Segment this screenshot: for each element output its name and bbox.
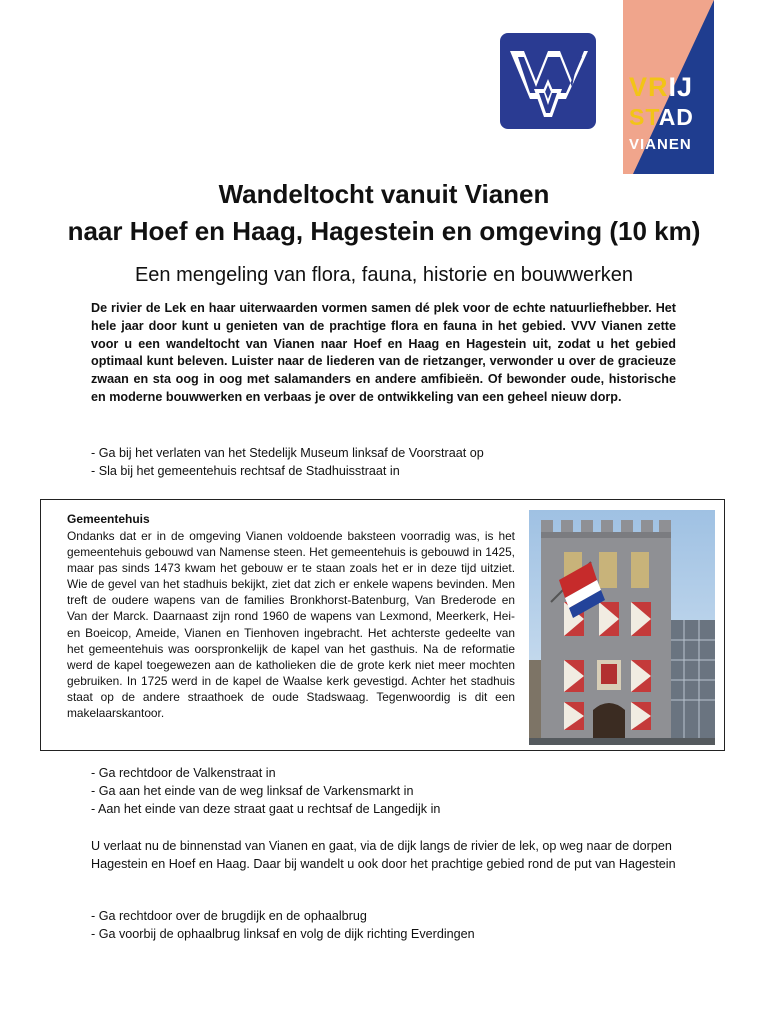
- infobox-heading: Gemeentehuis: [67, 512, 150, 526]
- vrijstad-vianen-logo: [623, 0, 714, 174]
- town-hall-illustration: [529, 510, 715, 745]
- route-step: - Ga voorbij de ophaalbrug linksaf en volg de dijk richting Everdingen: [91, 926, 475, 941]
- route-step: - Aan het einde van deze straat gaat u rechtsaf de Langedijk in: [91, 801, 441, 816]
- page-title-line-2: naar Hoef en Haag, Hagestein en omgeving (10 km): [67, 216, 701, 246]
- vvv-logo-icon: [500, 33, 596, 129]
- vvv-logo: [500, 33, 596, 129]
- route-step: - Ga bij het verlaten van het Stedelijk Museum linksaf de Voorstraat op: [91, 446, 484, 460]
- route-paragraph: U verlaat nu de binnenstad van Vianen en gaat, via de dijk langs de rivier de lek, op weg naar de dorpen Hagestein en Hoef en Haag. Daar bij wandelt u ook door het prachtige gebied rond de put van Hagestein: [91, 839, 676, 871]
- route-step: - Ga rechtdoor over de brugdijk en de ophaalbrug: [91, 909, 367, 923]
- vrijstad-line-3: VIANEN: [629, 136, 692, 153]
- vrijstad-line-1: VRIJ: [629, 72, 694, 102]
- gemeentehuis-photo: [529, 510, 715, 745]
- route-step: - Ga aan het einde van de weg linksaf de Varkensmarkt in: [91, 783, 414, 798]
- intro-paragraph: De rivier de Lek en haar uiterwaarden vormen samen dé plek voor de echte natuurliefhebber. Het hele jaar door kunt u genieten van de prachtige flora en fauna in het gebied. VVV Vianen zette voor u een wandeltocht van Vianen naar Hoef en Haag en Hagestein uit, zodat u het gebied optimaal kunt beleven. Luister naar de liederen van de rietzanger, verwonder u over de gracieuze zwaan en sta oog in oog met salamanders en andere amfibieën. Of bewonder oude, historische en moderne bouwwerken en verbaas je over de ontwikkeling van een geheel nieuw dorp.: [91, 301, 676, 404]
- page-title-line-1: Wandeltocht vanuit Vianen: [218, 179, 550, 209]
- route-step: - Sla bij het gemeentehuis rechtsaf de Stadhuisstraat in: [91, 463, 400, 478]
- page-subtitle: Een mengeling van flora, fauna, historie en bouwwerken: [134, 264, 634, 286]
- gemeentehuis-infobox: [40, 499, 725, 751]
- route-step: - Ga rechtdoor de Valkenstraat in: [91, 766, 276, 780]
- infobox-text: Ondanks dat er in de omgeving Vianen voldoende baksteen voorradig was, is het gemeentehuis gebouwd van Namense steen. Het gemeentehuis is gebouwd in 1425, maar pas sinds 1473 kwam het gebouw er te staan zoals het er in deze tijd uitziet. Wie de gevel van het stadhuis bekijkt, ziet dat zich er enkele wapens bevinden. Men treft de oudere wapens van de families Bronkhorst-Batenburg, Van Brederode en Van der Marck. Daarnaast zijn rond 1960 de wapens van Lexmond, Meerkerk, Hei-en Boeicop, Ameide, Vianen en Tienhoven ingebracht. Het achterste gedeelte van het gemeentehuis was oorspronkelijk de kapel van het gasthuis. Na de reformatie werd de kapel toegewezen aan de katholieken die de grote kerk niet meer mochten gebruiken. In 1725 werd in de kapel de Waalse kerk gevestigd. Achter het stadhuis staat op de andere straathoek de oude Stadswaag. Tegenwoordig is dit een makelaarskantoor.: [67, 529, 515, 721]
- route-steps-3: [91, 908, 691, 944]
- vrijstad-line-2: STAD: [629, 104, 694, 130]
- route-steps-2: [91, 765, 691, 818]
- route-steps-1: [91, 445, 691, 481]
